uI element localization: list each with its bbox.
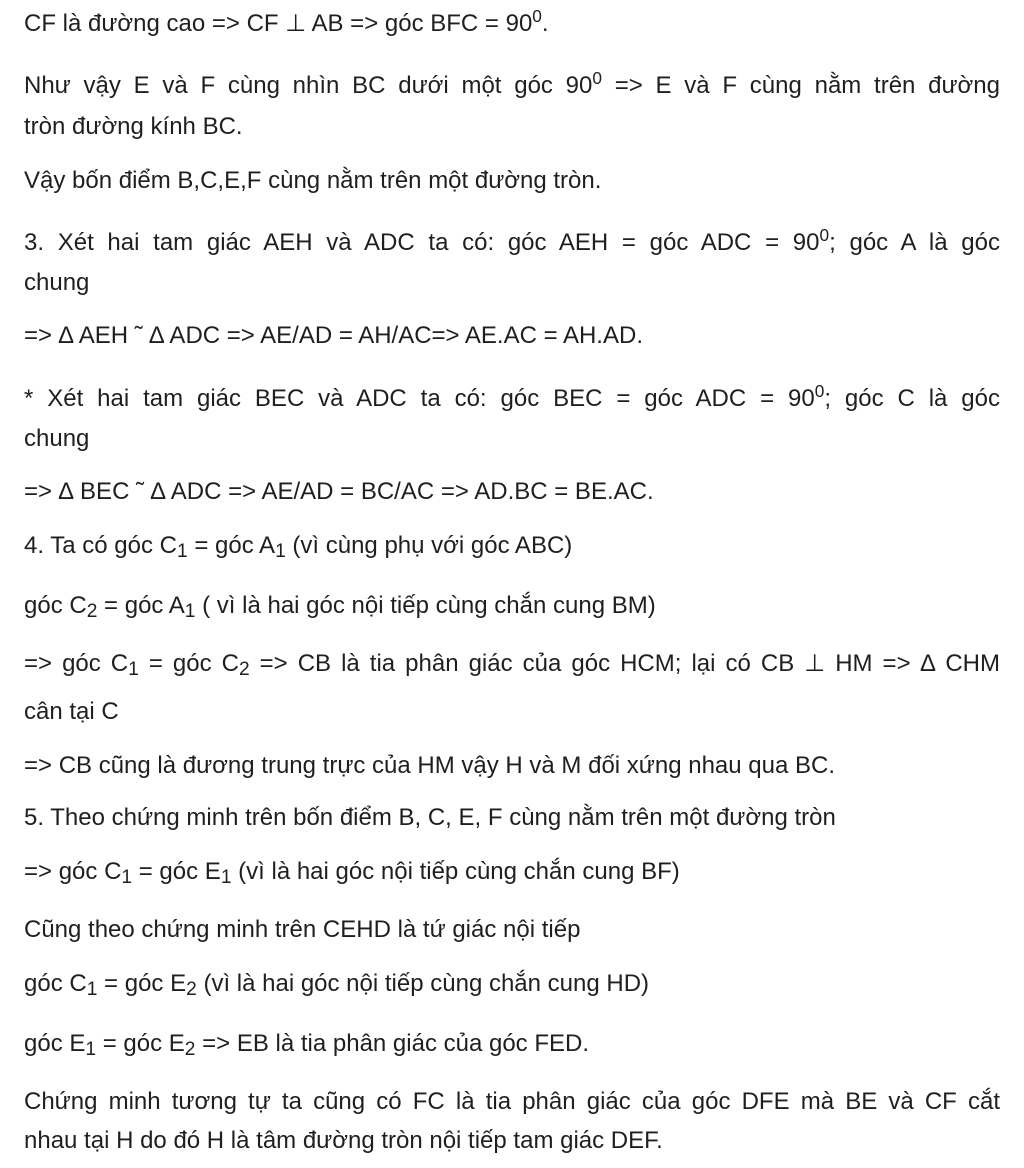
- text-line: nhau tại H do đó H là tâm đường tròn nội tiếp tam giác DEF.: [24, 1127, 663, 1154]
- subscript: 2: [184, 1039, 196, 1061]
- text-line: tròn đường kính BC.: [24, 113, 243, 140]
- subscript: 1: [121, 867, 133, 889]
- text-line: Chứng minh tương tự ta cũng có FC là tia phân giác của góc DFE mà BE và CF cắt: [24, 1088, 1000, 1115]
- subscript: 1: [86, 979, 98, 1001]
- perpendicular-symbol: ⊥: [804, 650, 826, 677]
- text-line: => ∆ BEC ˜ ∆ ADC => AE/AD = BC/AC => AD.BC = BE.AC.: [24, 478, 654, 505]
- degree-superscript: 0: [814, 381, 825, 402]
- text-line: Cũng theo chứng minh trên CEHD là tứ giác nội tiếp: [24, 916, 581, 943]
- subscript: 1: [85, 1039, 97, 1061]
- perpendicular-symbol: ⊥: [285, 10, 307, 37]
- subscript: 2: [86, 601, 98, 623]
- subscript: 2: [186, 979, 197, 1001]
- subscript: 1: [275, 541, 286, 563]
- text-line: * Xét hai tam giác BEC và ADC ta có: góc BEC = góc ADC = $90^0$; góc C là góc: [24, 381, 1000, 412]
- text-line: => góc C1 = góc C2 => CB là tia phân giác của góc HCM; lại có CB ⊥ HM => ∆ CHM: [24, 650, 1000, 681]
- text-line: => ∆ AEH ˜ ∆ ADC => AE/AD = AH/AC=> AE.AC = AH.AD.: [24, 322, 643, 349]
- text-line: 3. Xét hai tam giác AEH và ADC ta có: góc AEH = góc ADC = $90^0$; góc A là góc: [24, 225, 1000, 256]
- text-line: 5. Theo chứng minh trên bốn điểm B, C, E, F cùng nằm trên một đường tròn: [24, 804, 836, 831]
- text-line: góc E1 = góc E2 => EB là tia phân giác của góc FED.: [24, 1030, 590, 1061]
- subscript: 2: [238, 659, 250, 681]
- subscript: 1: [220, 867, 232, 889]
- degree-superscript: 0: [819, 225, 830, 246]
- degree-superscript: 0: [532, 6, 542, 27]
- text-line: Vậy bốn điểm B,C,E,F cùng nằm trên một đường tròn.: [24, 167, 602, 194]
- degree-superscript: 0: [592, 68, 602, 89]
- text-line: cân tại C: [24, 698, 119, 725]
- text-line: => góc C1 = góc E1 (vì là hai góc nội tiếp cùng chắn cung BF): [24, 858, 680, 889]
- text-line: Như vậy E và F cùng nhìn BC dưới một góc $90^0 => E$ và F cùng nằm trên đường: [24, 68, 1000, 99]
- text-line: 4. Ta có góc C1 = góc A1 (vì cùng phụ với góc ABC): [24, 532, 573, 563]
- subscript: 1: [184, 601, 196, 623]
- text-line: => CB cũng là đương trung trực của HM vậy H và M đối xứng nhau qua BC.: [24, 752, 835, 779]
- text-line: góc C2 = góc A1 ( vì là hai góc nội tiếp cùng chắn cung BM): [24, 592, 656, 623]
- subscript: 1: [128, 659, 139, 681]
- subscript: 1: [176, 541, 188, 563]
- text-line: chung: [24, 269, 90, 296]
- text-line: CF là đường cao => CF ⊥ AB => góc BFC = $90^0$.: [24, 6, 549, 37]
- text-line: góc C1 = góc E2 (vì là hai góc nội tiếp cùng chắn cung HD): [24, 970, 650, 1001]
- text-line: chung: [24, 425, 90, 452]
